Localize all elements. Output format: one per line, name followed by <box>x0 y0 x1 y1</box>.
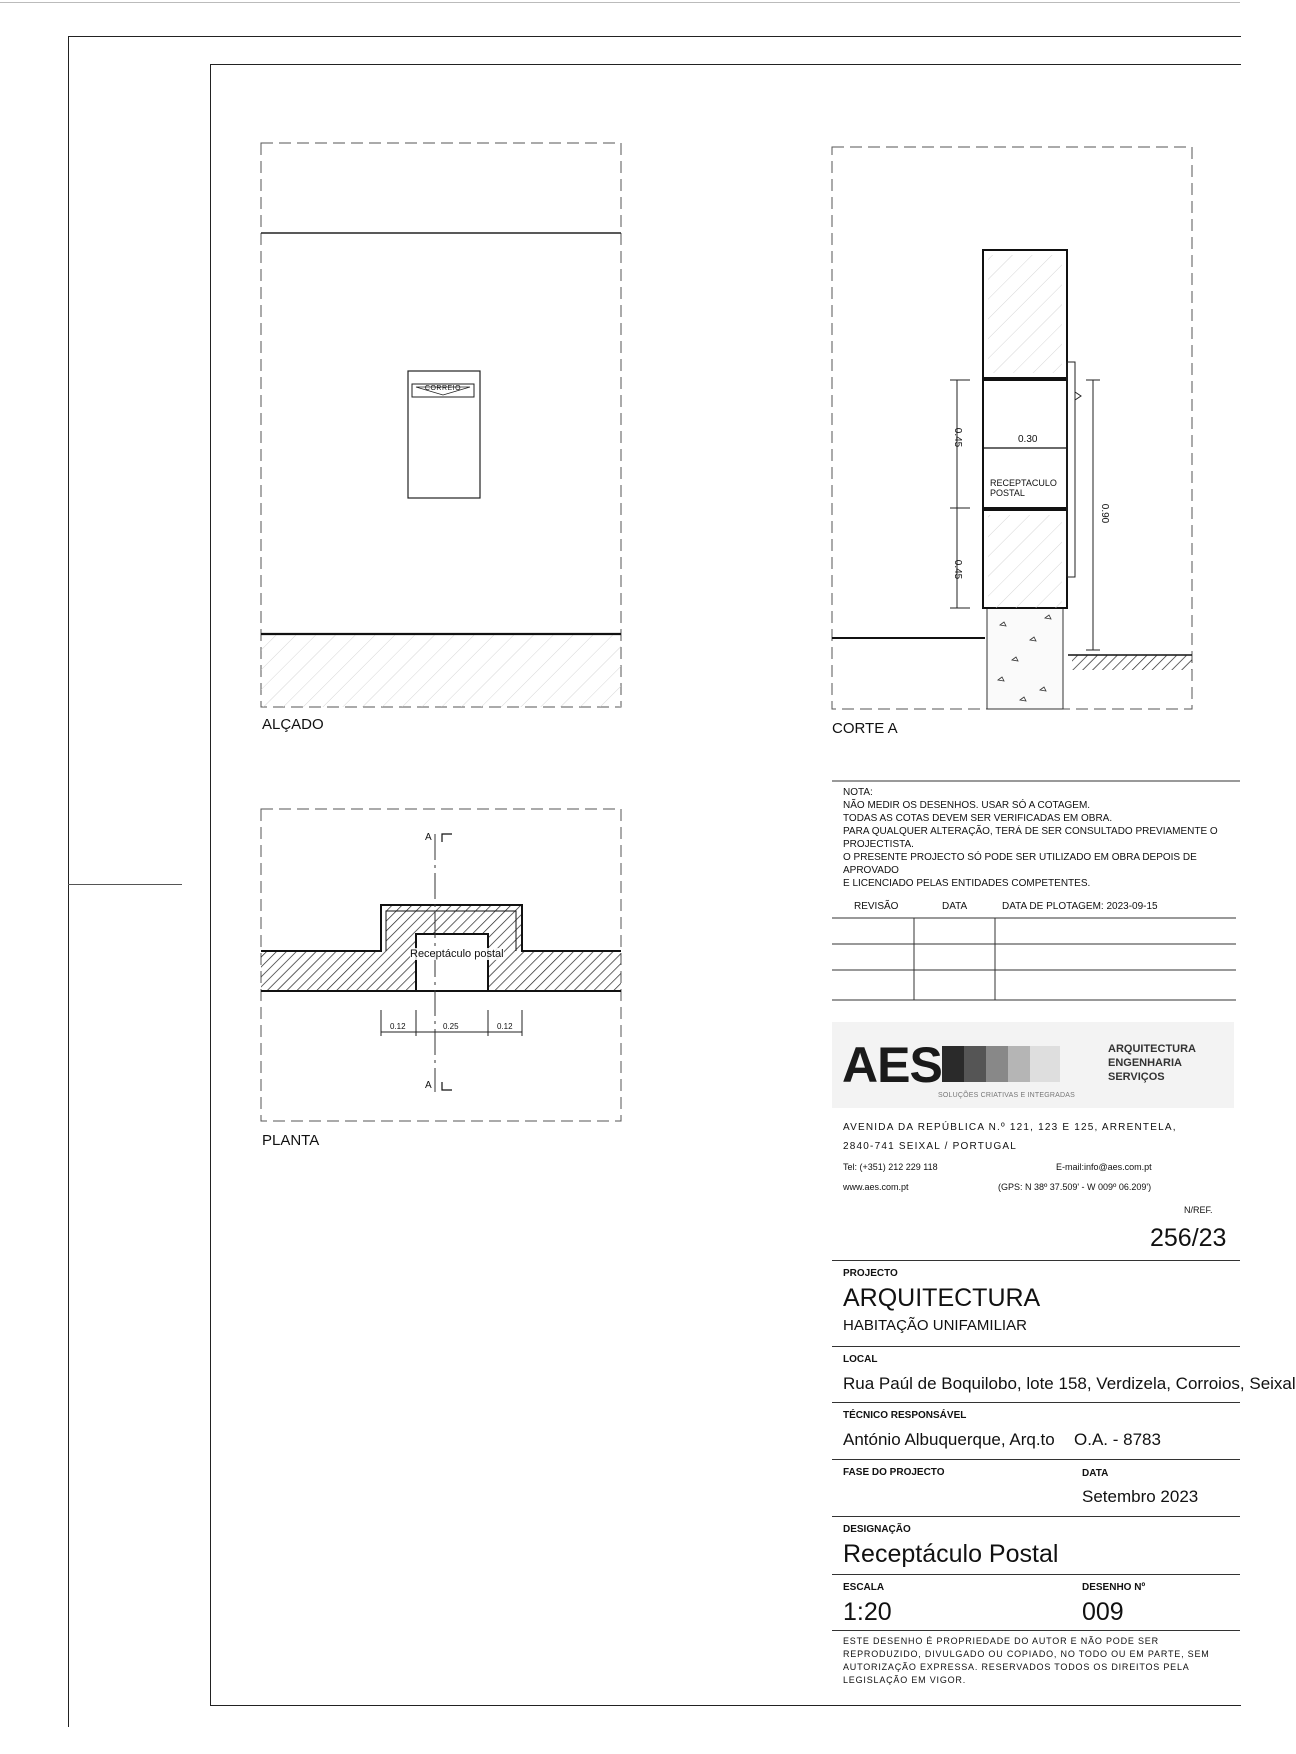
copyright-line: REPRODUZIDO, DIVULGADO OU COPIADO, NO TODO OU EM PARTE, SEM <box>843 1649 1210 1659</box>
corte-section-view <box>832 147 1192 709</box>
copyright-line: ESTE DESENHO É PROPRIEDADE DO AUTOR E NÃO PODE SER <box>843 1636 1159 1646</box>
escala-value: 1:20 <box>843 1598 892 1626</box>
designacao-value: Receptáculo Postal <box>843 1540 1059 1568</box>
date-value: Setembro 2023 <box>1082 1487 1199 1506</box>
service-item: ARQUITECTURA <box>1108 1043 1196 1055</box>
tecnico-number: O.A. - 8783 <box>1074 1430 1161 1449</box>
company-address-2: 2840-741 SEIXAL / PORTUGAL <box>843 1141 1018 1152</box>
company-phone: Tel: (+351) 212 229 118 <box>843 1162 938 1172</box>
corte-title: CORTE A <box>832 720 898 737</box>
dim-depth: 0.30 <box>1018 434 1038 445</box>
note-line: E LICENCIADO PELAS ENTIDADES COMPETENTES. <box>843 878 1091 889</box>
plan-element-label: Receptáculo postal <box>410 948 504 960</box>
divider <box>832 1402 1240 1403</box>
tecnico-label: TÉCNICO RESPONSÁVEL <box>843 1410 967 1421</box>
local-label: LOCAL <box>843 1354 878 1365</box>
desenho-number: 009 <box>1082 1598 1124 1626</box>
local-value: Rua Paúl de Boquilobo, lote 158, Verdizela, Corroios, Seixal <box>843 1374 1296 1393</box>
divider <box>832 1516 1240 1517</box>
revision-col-header: REVISÃO <box>854 901 899 912</box>
section-mark-top: A <box>425 832 432 843</box>
copyright-notice <box>843 1635 1238 1687</box>
project-title: ARQUITECTURA <box>843 1284 1041 1312</box>
desenho-label: DESENHO Nº <box>1082 1582 1146 1593</box>
note-line: O PRESENTE PROJECTO SÓ PODE SER UTILIZADO EM OBRA DEPOIS DE APROVADO <box>843 852 1197 876</box>
logo-color-blocks <box>942 1046 1060 1082</box>
aes-logo: AES <box>842 1037 942 1093</box>
alcado-title: ALÇADO <box>262 716 324 733</box>
escala-label: ESCALA <box>843 1582 885 1593</box>
note-line: NÃO MEDIR OS DESENHOS. USAR SÓ A COTAGEM. <box>843 800 1091 811</box>
divider <box>832 1260 1240 1261</box>
company-tagline: SOLUÇÕES CRIATIVAS E INTEGRADAS <box>938 1092 1076 1099</box>
company-services <box>1108 1042 1196 1084</box>
note-line: PROJECTISTA. <box>843 839 914 850</box>
dim-right: 0.12 <box>497 1022 513 1031</box>
dim-upper: 0.45 <box>952 427 964 448</box>
copyright-line: AUTORIZAÇÃO EXPRESSA. RESERVADOS TODOS OS DIREITOS PELA <box>843 1662 1190 1672</box>
fase-label: FASE DO PROJECTO <box>843 1467 945 1478</box>
divider <box>832 1459 1240 1460</box>
service-item: ENGENHARIA <box>1108 1057 1182 1069</box>
company-address-1: AVENIDA DA REPÚBLICA N.º 121, 123 E 125, ARRENTELA, <box>843 1122 1177 1133</box>
divider <box>832 1346 1240 1347</box>
dim-lower: 0.45 <box>952 559 964 580</box>
ref-number: 256/23 <box>1150 1224 1227 1252</box>
project-subtitle: HABITAÇÃO UNIFAMILIAR <box>843 1317 1027 1334</box>
dim-left: 0.12 <box>390 1022 406 1031</box>
date-col-header: DATA <box>942 901 968 912</box>
section-element-label <box>990 478 1057 498</box>
mailbox-label: CORREIO <box>424 385 462 392</box>
ref-label: N/REF. <box>1184 1205 1213 1215</box>
notes-block <box>843 786 1238 890</box>
divider <box>832 1574 1240 1575</box>
notes-heading: NOTA: <box>843 787 873 798</box>
project-label: PROJECTO <box>843 1268 898 1279</box>
plot-date: DATA DE PLOTAGEM: 2023-09-15 <box>1002 901 1158 912</box>
designacao-label: DESIGNAÇÃO <box>843 1524 911 1535</box>
dim-total: 0.90 <box>1099 503 1111 524</box>
tecnico-name: António Albuquerque, Arq.to <box>843 1430 1055 1449</box>
company-email[interactable]: E-mail:info@aes.com.pt <box>1056 1162 1152 1172</box>
company-gps: (GPS: N 38º 37.509' - W 009º 06.209') <box>998 1182 1152 1192</box>
section-element-label-line1: RECEPTACULO <box>990 478 1057 488</box>
alcado-elevation-view <box>261 143 621 707</box>
dim-center: 0.25 <box>443 1022 459 1031</box>
note-line: PARA QUALQUER ALTERAÇÃO, TERÁ DE SER CONSULTADO PREVIAMENTE O <box>843 826 1218 837</box>
company-website[interactable]: www.aes.com.pt <box>843 1182 909 1192</box>
section-mark-bottom: A <box>425 1080 432 1091</box>
planta-plan-view <box>261 809 621 1121</box>
section-element-label-line2: POSTAL <box>990 488 1025 498</box>
service-item: SERVIÇOS <box>1108 1071 1165 1083</box>
note-line: TODAS AS COTAS DEVEM SER VERIFICADAS EM OBRA. <box>843 813 1113 824</box>
date-label: DATA <box>1082 1468 1109 1479</box>
planta-title: PLANTA <box>262 1132 320 1149</box>
copyright-line: LEGISLAÇÃO EM VIGOR. <box>843 1675 967 1685</box>
divider <box>832 1630 1240 1631</box>
